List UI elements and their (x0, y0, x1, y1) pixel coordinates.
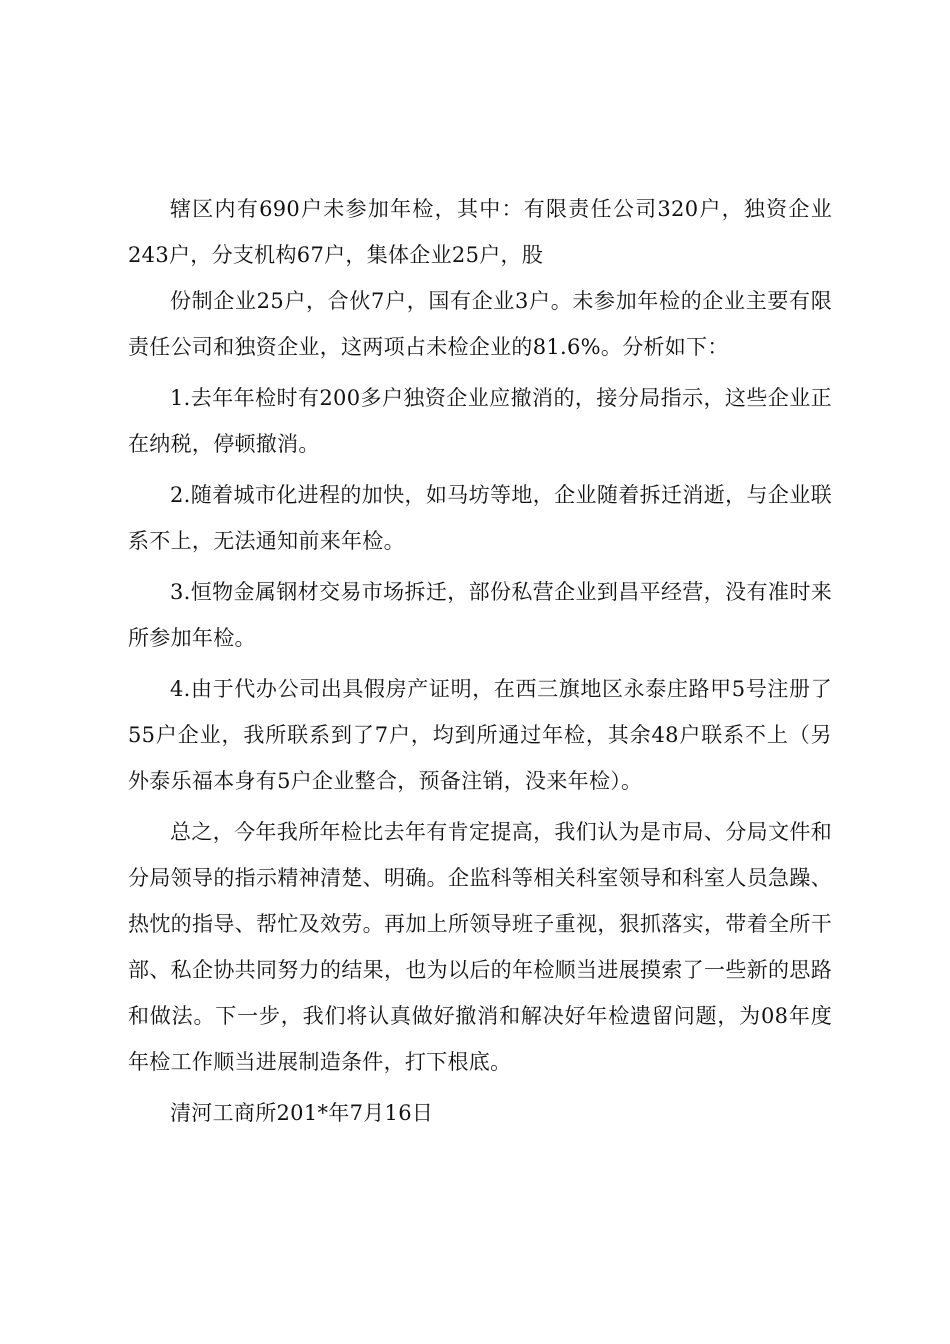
paragraph-6: 4.由于代办公司出具假房产证明，在西三旗地区永泰庄路甲5号注册了55户企业，我所联系到了7户，均到所通过年检，其余48户联系不上（另外泰乐福本身有5户企业整合，预备注销，没来年检）。 (128, 677, 832, 793)
paragraph-1: 辖区内有690户未参加年检，其中：有限责任公司320户，独资企业243户，分支机构67户，集体企业25户，股 (128, 197, 832, 267)
paragraph-3: 1.去年年检时有200多户独资企业应撤消的，接分局指示，这些企业正在纳税，停顿撤消。 (128, 386, 832, 456)
paragraph-4: 2.随着城市化进程的加快，如马坊等地，企业随着拆迁消逝，与企业联系不上，无法通知前来年检。 (128, 483, 832, 553)
document-body (128, 186, 832, 1141)
paragraph-2: 份制企业25户，合伙7户，国有企业3户。未参加年检的企业主要有限责任公司和独资企业，这两项占未检企业的81.6%。分析如下： (128, 289, 832, 359)
paragraph-7: 总之，今年我所年检比去年有肯定提高，我们认为是市局、分局文件和分局领导的指示精神清楚、明确。企监科等相关科室领导和科室人员急躁、热忱的指导、帮忙及效劳。再加上所领导班子重视，狠抓落实，带着全所干部、私企协共同努力的结果，也为以后的年检顺当进展摸索了一些新的思路和做法。下一步，我们将认真做好撤消和解决好年检遗留问题，为08年度年检工作顺当进展制造条件，打下根底。 (128, 820, 832, 1074)
paragraph-5: 3.恒物金属钢材交易市场拆迁，部份私营企业到昌平经营，没有准时来所参加年检。 (128, 580, 832, 650)
signature-line: 清河工商所201*年7月16日 (170, 1101, 434, 1125)
